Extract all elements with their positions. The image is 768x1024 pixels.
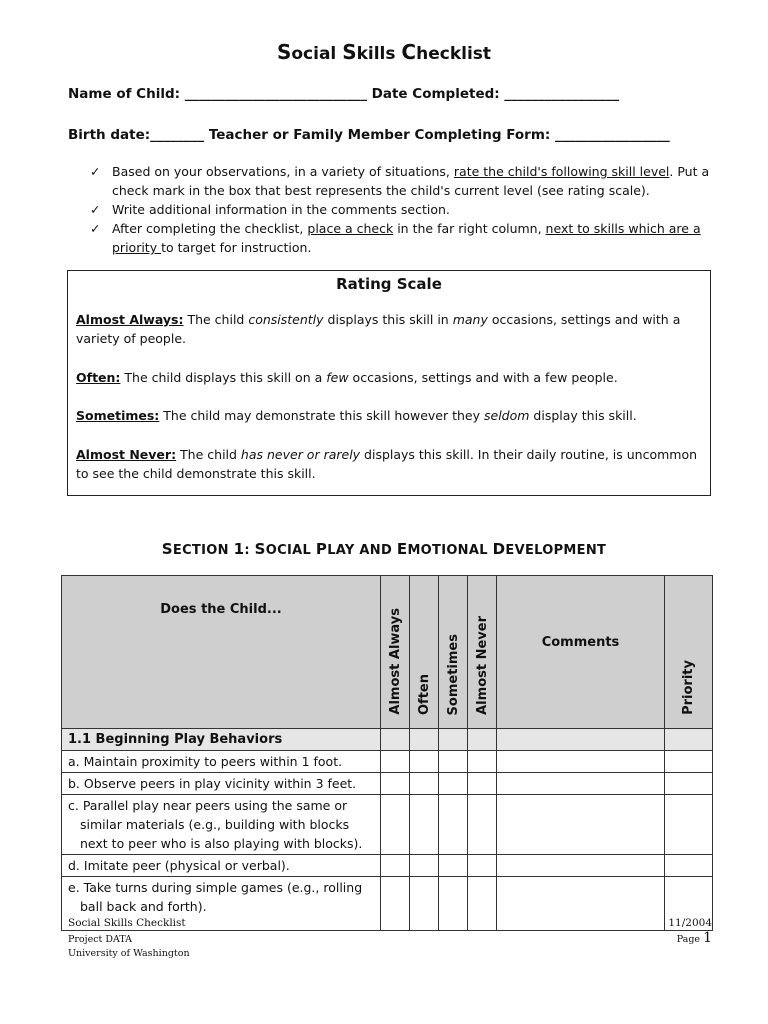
- check-cell[interactable]: [381, 773, 410, 795]
- rating-scale-box: [67, 270, 711, 496]
- priority-cell[interactable]: [665, 773, 713, 795]
- check-cell[interactable]: [381, 855, 410, 877]
- header-almost-never: Almost Never: [468, 576, 497, 729]
- header-sometimes: Sometimes: [439, 576, 468, 729]
- table-row: [62, 795, 713, 855]
- rating-almost-always: Almost Always: The child consistently displays this skill in many occasions, settings and with a variety of people.: [76, 312, 681, 346]
- comments-cell[interactable]: [497, 773, 665, 795]
- check-cell[interactable]: [410, 773, 439, 795]
- comments-cell[interactable]: [497, 751, 665, 773]
- check-cell[interactable]: [381, 877, 410, 931]
- check-cell[interactable]: [410, 795, 439, 855]
- header-often: Often: [410, 576, 439, 729]
- rating-almost-never: Almost Never: The child has never or rarely displays this skill. In their daily routine, is uncommon to see the child demonstrate this skill.: [76, 447, 698, 481]
- priority-cell[interactable]: [665, 751, 713, 773]
- rating-scale-title: Rating Scale: [336, 275, 442, 293]
- check-cell[interactable]: [410, 751, 439, 773]
- header-almost-always: Almost Always: [381, 576, 410, 729]
- instruction-item: ✓ After completing the checklist, place a check in the far right column, next to skills which are a priority to target for instruction.: [90, 221, 701, 255]
- subsection-label: 1.1 Beginning Play Behaviors: [62, 729, 381, 751]
- footer-title: Social Skills Checklist: [68, 917, 186, 929]
- instruction-item: ✓ Write additional information in the comments section.: [90, 202, 450, 217]
- check-cell[interactable]: [439, 855, 468, 877]
- priority-cell[interactable]: [665, 855, 713, 877]
- check-cell[interactable]: [439, 795, 468, 855]
- table-row: [62, 773, 713, 795]
- table-row: [62, 855, 713, 877]
- priority-cell[interactable]: [665, 795, 713, 855]
- check-cell[interactable]: [468, 751, 497, 773]
- check-cell[interactable]: [439, 877, 468, 931]
- comments-cell[interactable]: [497, 795, 665, 855]
- skill-label: b. Observe peers in play vicinity within 3 feet.: [62, 773, 381, 795]
- instructions-list: [90, 162, 730, 257]
- page-title: Social Skills Checklist: [276, 40, 492, 64]
- rating-sometimes: Sometimes: The child may demonstrate this skill however they seldom display this skill.: [76, 408, 637, 423]
- skill-label: d. Imitate peer (physical or verbal).: [62, 855, 381, 877]
- instruction-item: ✓ Based on your observations, in a variety of situations, rate the child's following skill level. Put a check mark in the box that best represents the child's current level (see rating scale).: [90, 164, 710, 198]
- footer-project: Project DATA: [68, 934, 133, 945]
- check-cell[interactable]: [439, 751, 468, 773]
- table-header-row: [62, 576, 713, 729]
- checkmark-icon: ✓: [90, 221, 101, 236]
- checkmark-icon: ✓: [90, 202, 101, 217]
- skill-label: a. Maintain proximity to peers within 1 foot.: [62, 751, 381, 773]
- child-name-date-field[interactable]: Name of Child: ___________________________ Date Completed: _________________: [68, 86, 620, 102]
- footer-university: University of Washington: [68, 948, 190, 959]
- check-cell[interactable]: [410, 855, 439, 877]
- section-heading: SECTION 1: SOCIAL PLAY AND EMOTIONAL DEVELOPMENT: [161, 540, 607, 558]
- checklist-table: [61, 575, 713, 931]
- check-cell[interactable]: [439, 773, 468, 795]
- rating-often: Often: The child displays this skill on a few occasions, settings and with a few people.: [76, 370, 618, 385]
- header-question: Does the Child...: [62, 576, 381, 729]
- header-comments: Comments: [497, 576, 665, 729]
- table-row: [62, 751, 713, 773]
- skill-label: c. Parallel play near peers using the same or similar materials (e.g., building with blocks next to peer who is also playing with blocks).: [62, 795, 381, 855]
- check-cell[interactable]: [381, 751, 410, 773]
- check-cell[interactable]: [381, 795, 410, 855]
- skill-label: e. Take turns during simple games (e.g., rolling ball back and forth).: [62, 877, 381, 931]
- subsection-row: [62, 729, 713, 751]
- comments-cell[interactable]: [497, 855, 665, 877]
- check-cell[interactable]: [468, 855, 497, 877]
- check-cell[interactable]: [468, 877, 497, 931]
- check-cell[interactable]: [410, 877, 439, 931]
- check-cell[interactable]: [468, 795, 497, 855]
- check-cell[interactable]: [468, 773, 497, 795]
- footer-page: Page 1: [676, 930, 712, 946]
- birthdate-teacher-field[interactable]: Birth date:________ Teacher or Family Member Completing Form: _________________: [68, 127, 670, 143]
- header-priority: Priority: [665, 576, 713, 729]
- checkmark-icon: ✓: [90, 164, 101, 179]
- footer-date: 11/2004: [668, 917, 712, 929]
